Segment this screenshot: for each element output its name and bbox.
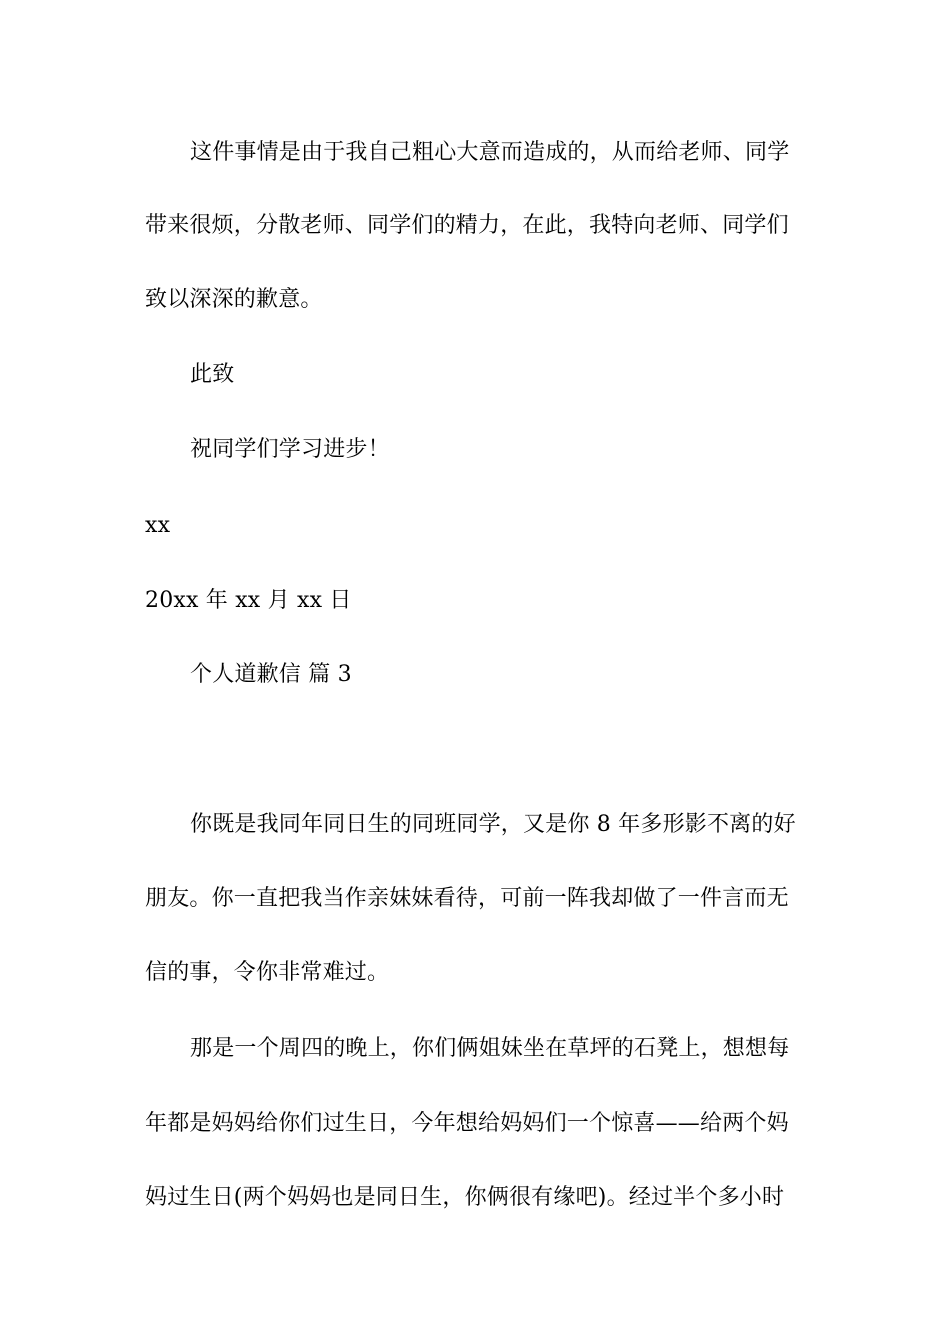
paragraph-3-line-3: 妈过生日(两个妈妈也是同日生，你俩很有缘吧)。经过半个多小时 (145, 1185, 785, 1210)
closing-text: 此致 (190, 362, 235, 387)
paragraph-2-line-3: 信的事，令你非常难过。 (145, 960, 390, 985)
paragraph-2-line-2: 朋友。你一直把我当作亲妹妹看待，可前一阵我却做了一件言而无 (145, 886, 789, 911)
paragraph-2-line-1: 你既是我同年同日生的同班同学，又是你 8 年多形影不离的好 (190, 812, 796, 837)
section-title: 个人道歉信 篇 3 (190, 662, 352, 687)
paragraph-3-line-1: 那是一个周四的晚上，你们俩姐妹坐在草坪的石凳上，想想每 (190, 1036, 790, 1061)
paragraph-1-line-3: 致以深深的歉意。 (145, 287, 323, 312)
paragraph-1-line-2: 带来很烦，分散老师、同学们的精力，在此，我特向老师、同学们 (145, 213, 789, 238)
signature-text: xx (145, 513, 171, 538)
paragraph-3-line-2: 年都是妈妈给你们过生日，今年想给妈妈们一个惊喜——给两个妈 (145, 1111, 789, 1136)
paragraph-1-line-1: 这件事情是由于我自己粗心大意而造成的，从而给老师、同学 (190, 140, 790, 165)
date-text: 20xx 年 xx 月 xx 日 (145, 588, 352, 613)
wish-text: 祝同学们学习进步！ (190, 437, 390, 462)
